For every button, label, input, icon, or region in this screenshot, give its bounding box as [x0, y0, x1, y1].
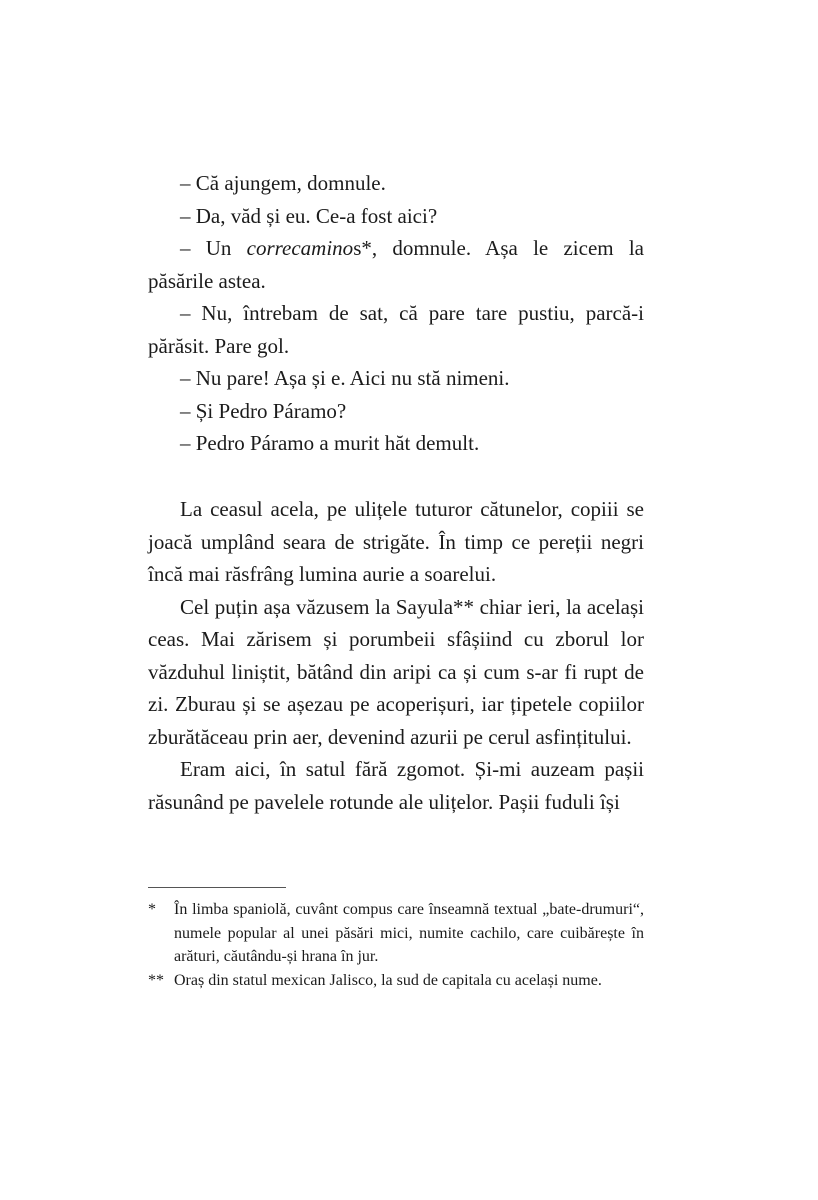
- dialogue-line: – Nu pare! Așa și e. Aici nu stă nimeni.: [180, 366, 510, 390]
- dialogue-text: s*, domnule. Așa le zicem la păsările astea.: [148, 236, 644, 293]
- dialogue-line: – Nu, întrebam de sat, că pare tare pustiu, parcă-i părăsit. Pare gol.: [148, 301, 644, 358]
- footnote: [148, 969, 644, 993]
- dialogue-text: – Un: [180, 236, 247, 260]
- paragraph: Eram aici, în satul fără zgomot. Și-mi auzeam pașii răsunând pe pavelele rotunde ale ulițelor. Pașii fuduli își: [148, 757, 644, 814]
- paragraph: La ceasul acela, pe ulițele tuturor cătunelor, copiii se joacă umplând seara de strigăte. În timp ce pereții negri încă mai răsfrâng lumina aurie a soarelui.: [148, 497, 644, 586]
- paragraph: Cel puțin așa văzusem la Sayula** chiar ieri, la același ceas. Mai zărisem și porumbeii sfâșiind cu zborul lor văzduhul liniștit, bătând din aripi ca și cum s-ar fi rupt de zi. Zburau și se așezau pe acoperișuri, iar țipetele copiilor zburătăceau prin aer, devenind azurii pe cerul asfințitului.: [148, 594, 644, 749]
- dialogue-line: – Și Pedro Páramo?: [180, 398, 347, 423]
- dialogue-line: – Pedro Páramo a murit hăt demult.: [180, 431, 480, 455]
- italic-term: correcamino: [246, 236, 354, 260]
- footnote-separator: [148, 887, 286, 888]
- footnote-marker: *: [148, 901, 156, 918]
- dialogue-line: – Da, văd și eu. Ce-a fost aici?: [180, 203, 438, 228]
- footnote-text: Oraș din statul mexican Jalisco, la sud de capitala cu același nume.: [174, 971, 602, 989]
- footnote-text: În limba spaniolă, cuvânt compus care înseamnă textual „bate-drumuri“, numele popular al unei păsări mici, numite cachilo, care cuibărește în arături, căutându-și hrana în jur.: [174, 901, 644, 965]
- footnotes: [148, 898, 644, 992]
- dialogue-block: [148, 167, 644, 460]
- narrative-block: [148, 493, 644, 818]
- footnote: [148, 898, 644, 969]
- dialogue-line: [148, 232, 644, 297]
- footnote-marker: **: [148, 971, 164, 989]
- dialogue-line: – Că ajungem, domnule.: [180, 171, 386, 195]
